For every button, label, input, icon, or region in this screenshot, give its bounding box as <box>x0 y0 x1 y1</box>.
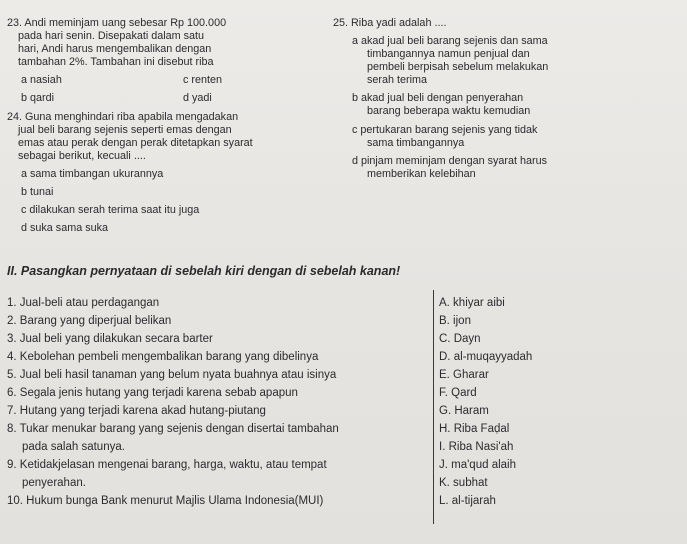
q25-option-a-line-4: serah terima <box>367 74 428 86</box>
statement-3: 3. Jual beli yang dilakukan secara barter <box>7 333 213 345</box>
answer-b: B. ijon <box>439 315 471 327</box>
q25-option-d-line-2: memberikan kelebihan <box>367 168 476 180</box>
statement-6: 6. Segala jenis hutang yang terjadi karena sebab apapun <box>7 387 298 399</box>
q24-line-2: jual beli barang sejenis seperti emas dengan <box>18 124 232 136</box>
statement-1: 1. Jual-beli atau perdagangan <box>7 297 160 309</box>
statement-8-line-2: pada salah satunya. <box>22 441 125 453</box>
statement-8-line-1: 8. Tukar menukar barang yang sejenis dengan disertai tambahan <box>7 423 339 435</box>
answer-j: J. ma'qud alaih <box>439 459 516 471</box>
statement-10: 10. Hukum bunga Bank menurut Majlis Ulama Indonesia(MUI) <box>7 495 324 507</box>
statement-7: 7. Hutang yang terjadi karena akad hutang-piutang <box>7 405 266 417</box>
q25-option-b-line-2: barang beberapa waktu kemudian <box>367 105 531 117</box>
answer-f: F. Qard <box>439 387 477 399</box>
statement-5: 5. Jual beli hasil tanaman yang belum nyata buahnya atau isinya <box>7 369 337 381</box>
q23-option-d: d yadi <box>183 92 212 104</box>
column-divider <box>433 290 434 524</box>
answer-c: C. Dayn <box>439 333 481 345</box>
section-2-heading: II. Pasangkan pernyataan di sebelah kiri dengan di sebelah kanan! <box>7 264 401 278</box>
q23-line-3: hari, Andi harus mengembalikan dengan <box>18 43 212 55</box>
q24-line-1: 24. Guna menghindari riba apabila mengadakan <box>7 111 239 123</box>
answer-h: H. Riba Faḍal <box>439 423 510 435</box>
q25-option-a-line-3: pembeli berpisah sebelum melakukan <box>367 61 549 73</box>
q23-line-1: 23. Andi meminjam uang sebesar Rp 100.000 <box>7 17 227 29</box>
q23-option-b: b qardi <box>21 92 55 104</box>
q23-line-2: pada hari senin. Disepakati dalam satu <box>18 30 205 42</box>
q25-option-c-line-1: c pertukaran barang sejenis yang tidak <box>352 124 538 136</box>
statement-9-line-1: 9. Ketidakjelasan mengenai barang, harga, waktu, atau tempat <box>7 459 327 471</box>
q23-option-a: a nasiah <box>21 74 62 86</box>
statement-2: 2. Barang yang diperjual belikan <box>7 315 172 327</box>
q25-option-b-line-1: b akad jual beli dengan penyerahan <box>352 92 524 104</box>
q25-option-d-line-1: d pinjam meminjam dengan syarat harus <box>352 155 548 167</box>
q25-title: 25. Riba yadi adalah .... <box>333 17 447 29</box>
answer-a: A. khiyar aibi <box>439 297 505 309</box>
q24-line-4: sebagai berikut, kecuali .... <box>18 150 146 162</box>
q23-option-c: c renten <box>183 74 223 86</box>
q24-option-a: a sama timbangan ukurannya <box>21 168 164 180</box>
statement-9-line-2: penyerahan. <box>22 477 86 489</box>
answer-e: E. Gharar <box>439 369 489 381</box>
answer-k: K. subhat <box>439 477 488 489</box>
answer-d: D. al-muqayyadah <box>439 351 533 363</box>
answer-l: L. al-tijarah <box>439 495 496 507</box>
q25-option-c-line-2: sama timbangannya <box>367 137 465 149</box>
answer-g: G. Haram <box>439 405 489 417</box>
q24-option-d: d suka sama suka <box>21 222 109 234</box>
q23-line-4: tambahan 2%. Tambahan ini disebut riba <box>18 56 214 68</box>
q25-option-a-line-1: a akad jual beli barang sejenis dan sama <box>352 35 548 47</box>
statement-4: 4. Kebolehan pembeli mengembalikan barang yang dibelinya <box>7 351 319 363</box>
q24-option-c: c dilakukan serah terima saat itu juga <box>21 204 200 216</box>
answer-i: I. Riba Nasi'ah <box>439 441 514 453</box>
q25-option-a-line-2: timbangannya namun penjual dan <box>367 48 530 60</box>
q24-line-3: emas atau perak dengan perak ditetapkan syarat <box>18 137 253 149</box>
q24-option-b: b tunai <box>21 186 54 198</box>
